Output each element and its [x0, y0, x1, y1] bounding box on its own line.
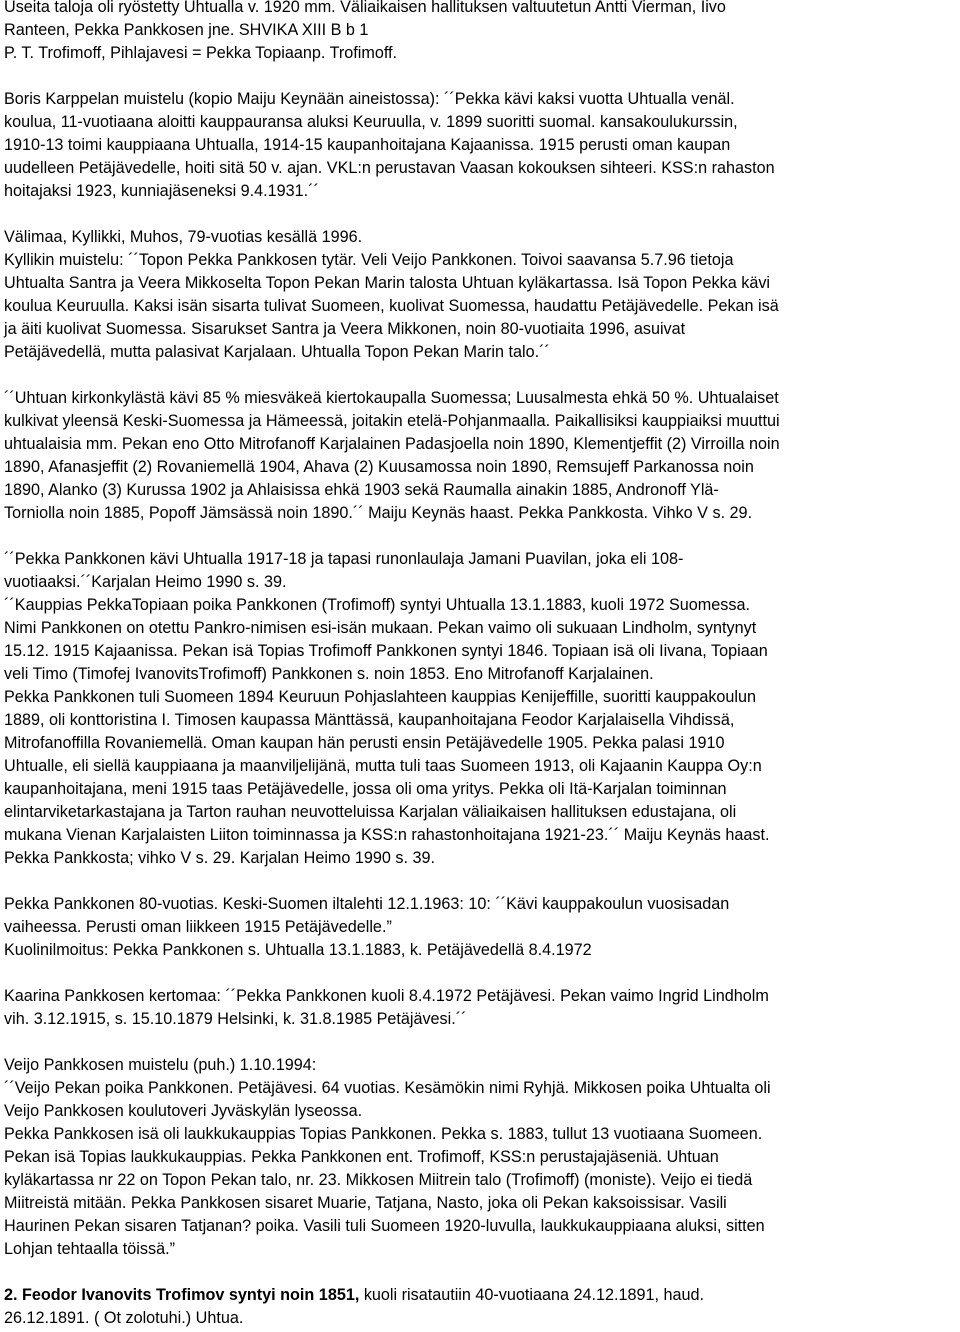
text-line: 1889, oli konttoristina I. Timosen kaupassa Mänttässä, kaupanhoitajana Feodor Karjalaisella Vihdissä, — [4, 711, 735, 729]
text-line: Petäjävedellä, mutta palasivat Karjalaan. Uhtualla Topon Pekan Marin talo.´´ — [4, 343, 550, 361]
text-line: kyläkartassa nr 22 on Topon Pekan talo, nr. 23. Mikkosen Miitrein talo (Trofimoff) (moniste). Veijo ei tiedä — [4, 1171, 753, 1189]
section-heading-rest: kuoli risatautiin 40-vuotiaana 24.12.1891, haud. — [359, 1286, 705, 1304]
text-line: uudelleen Petäjävedelle, hoiti sitä 50 v. ajan. VKL:n perustavan Vaasan kokouksen sihteeri. KSS:n rahaston — [4, 159, 775, 177]
text-line: Kyllikin muistelu: ´´Topon Pekka Pankkosen tytär. Veli Veijo Pankkonen. Toivoi saavansa 5.7.96 tietoja — [4, 251, 734, 269]
text-line: ja äiti kuolivat Suomessa. Sisarukset Santra ja Veera Mikkonen, noin 80-vuotiaita 1996, asuivat — [4, 320, 686, 338]
text-line: 15.12. 1915 Kajaanissa. Pekan isä Topias Trofimoff Pankkonen syntyi 1846. Topiaan isä oli Iivana, Topiaan — [4, 642, 768, 660]
text-line: hoitajaksi 1923, kunniajäseneksi 9.4.1931.´´ — [4, 182, 319, 200]
text-line: Pekka Pankkosta; vihko V s. 29. Karjalan Heimo 1990 s. 39. — [4, 849, 436, 867]
text-line: Miitreistä mitään. Pekka Pankkosen sisaret Muarie, Tatjana, Nasto, joka oli Pekan kaksoissisar. Vasili — [4, 1194, 727, 1212]
text-line: Ranteen, Pekka Pankkosen jne. SHVIKA XIII B b 1 — [4, 21, 369, 39]
text-line: Veijo Pankkosen muistelu (puh.) 1.10.1994: — [4, 1056, 317, 1074]
text-line: ´´Veijo Pekan poika Pankkonen. Petäjävesi. 64 vuotias. Kesämökin nimi Ryhjä. Mikkosen poika Uhtualta oli — [4, 1079, 771, 1097]
text-line: Nimi Pankkonen on otettu Pankro-nimisen esi-isän mukaan. Pekan vaimo oli sukuaan Lindholm, syntynyt — [4, 619, 757, 637]
text-line: koulua, 11-vuotiaana aloitti kauppauransa aluksi Keuruulla, v. 1899 suoritti suomal. kansakoulukurssin, — [4, 113, 738, 131]
text-line: Uhtualle, eli siellä kauppiaana ja maanviljelijänä, mutta tuli taas Suomeen 1913, oli Kajaanin Kauppa Oy:n — [4, 757, 762, 775]
text-line: Haurinen Pekan sisaren Tatjanan? poika. Vasili tuli Suomeen 1920-luvulla, laukkukauppiaana aluksi, sitten — [4, 1217, 765, 1235]
text-line: Useita taloja oli ryöstetty Uhtualla v. 1920 mm. Väliaikaisen hallituksen valtuutetun Antti Vierman, Iivo — [4, 0, 726, 16]
text-line: Kuolinilmoitus: Pekka Pankkonen s. Uhtualla 13.1.1883, k. Petäjävedellä 8.4.1972 — [4, 941, 592, 959]
text-line: Pekka Pankkosen isä oli laukkukauppias Topias Pankkonen. Pekka s. 1883, tullut 13 vuotiaana Suomeen. — [4, 1125, 763, 1143]
text-line: 1910-13 toimi kauppiaana Uhtualla, 1914-15 kaupanhoitajana Kajaanissa. 1915 perusti oman kaupan — [4, 136, 731, 154]
text-line: Välimaa, Kyllikki, Muhos, 79-vuotias kesällä 1996. — [4, 228, 363, 246]
text-line: 1890, Alanko (3) Kurussa 1902 ja Ahlaisissa ehkä 1903 sekä Raumalla ainakin 1885, Andronoff Ylä- — [4, 481, 719, 499]
text-line: Veijo Pankkosen koulutoveri Jyväskylän lyseossa. — [4, 1102, 363, 1120]
text-line: Pekka Pankkonen tuli Suomeen 1894 Keuruun Pohjaslahteen kauppias Kenijeffille, suoritti kauppakoulun — [4, 688, 757, 706]
text-line: 1890, Afanasjeffit (2) Rovaniemellä 1904, Ahava (2) Kuusamossa noin 1890, Remsujeff Parkanossa noin — [4, 458, 754, 476]
text-line: ´´Uhtuan kirkonkylästä kävi 85 % miesväkeä kiertokaupalla Suomessa; Luusalmesta ehkä 50 %. Uhtualaiset — [4, 389, 779, 407]
text-line: Pekan isä Topias laukkukauppias. Pekka Pankkonen ent. Trofimoff, KSS:n perustajajäseniä. Uhtuan — [4, 1148, 719, 1166]
text-line: vih. 3.12.1915, s. 15.10.1879 Helsinki, k. 31.8.1985 Petäjävesi.´´ — [4, 1010, 467, 1028]
text-line: Lohjan tehtaalla töissä.” — [4, 1240, 175, 1258]
text-line: Mitrofanoffilla Rovaniemellä. Oman kaupan hän perusti ensin Petäjävedelle 1905. Pekka palasi 1910 — [4, 734, 725, 752]
text-line: veli Timo (Timofej IvanovitsTrofimoff) Pankkonen s. noin 1853. Eno Mitrofanoff Karjalainen. — [4, 665, 654, 683]
text-line: Boris Karppelan muistelu (kopio Maiju Keynään aineistossa): ´´Pekka kävi kaksi vuotta Uhtualla venäl. — [4, 90, 735, 108]
text-line: Pekka Pankkonen 80-vuotias. Keski-Suomen iltalehti 12.1.1963: 10: ´´Kävi kauppakoulun vuosisadan — [4, 895, 730, 913]
text-line: Uhtualta Santra ja Veera Mikkoselta Topon Pekan Marin talosta Uhtuan kyläkartassa. Isä Topon Pekka kävi — [4, 274, 771, 292]
text-line: kaupanhoitajana, meni 1915 taas Petäjävedelle, jossa oli oma yritys. Pekka oli Itä-Karjalan toiminnan — [4, 780, 727, 798]
text-line: uhtualaisia mm. Pekan eno Otto Mitrofanoff Karjalainen Padasjoella noin 1890, Klementjeffit (2) Virroilla noin — [4, 435, 780, 453]
text-line: ´´Pekka Pankkonen kävi Uhtualla 1917-18 ja tapasi runonlaulaja Jamani Puavilan, joka eli 108- — [4, 550, 684, 568]
text-line: 26.12.1891. ( Ot zolotuhi.) Uhtua. — [4, 1309, 244, 1327]
text-line: kulkivat yleensä Keski-Suomessa ja Hämeessä, joitakin etelä-Pohjanmaalla. Paikallisiksi kauppiaiksi muuttui — [4, 412, 780, 430]
text-line: P. T. Trofimoff, Pihlajavesi = Pekka Topiaanp. Trofimoff. — [4, 44, 398, 62]
text-line: Kaarina Pankkosen kertomaa: ´´Pekka Pankkonen kuoli 8.4.1972 Petäjävesi. Pekan vaimo Ingrid Lindholm — [4, 987, 769, 1005]
text-line: Torniolla noin 1885, Popoff Jämsässä noin 1890.´´ Maiju Keynäs haast. Pekka Pankkosta. Vihko V s. 29. — [4, 504, 753, 522]
text-line: mukana Vienan Karjalaisten Liiton toiminnassa ja KSS:n rahastonhoitajana 1921-23.´´ Maiju Keynäs haast. — [4, 826, 770, 844]
section-heading: 2. Feodor Ivanovits Trofimov syntyi noin 1851, — [4, 1286, 360, 1304]
text-line: vaiheessa. Perusti oman liikkeen 1915 Petäjävedelle.” — [4, 918, 392, 936]
text-line: koulua Keuruulla. Kaksi isän sisarta tulivat Suomeen, kuolivat Suomessa, haudattu Petäjävedelle. Pekan isä — [4, 297, 779, 315]
text-line: ´´Kauppias PekkaTopiaan poika Pankkonen (Trofimoff) syntyi Uhtualla 13.1.1883, kuoli 1972 Suomessa. — [4, 596, 750, 614]
text-line: elintarviketarkastajana ja Tarton rauhan neuvotteluissa Karjalan väliaikaisen hallituksen edustajana, oli — [4, 803, 737, 821]
text-line: vuotiaaksi.´´Karjalan Heimo 1990 s. 39. — [4, 573, 287, 591]
section-heading-line — [4, 1285, 704, 1305]
